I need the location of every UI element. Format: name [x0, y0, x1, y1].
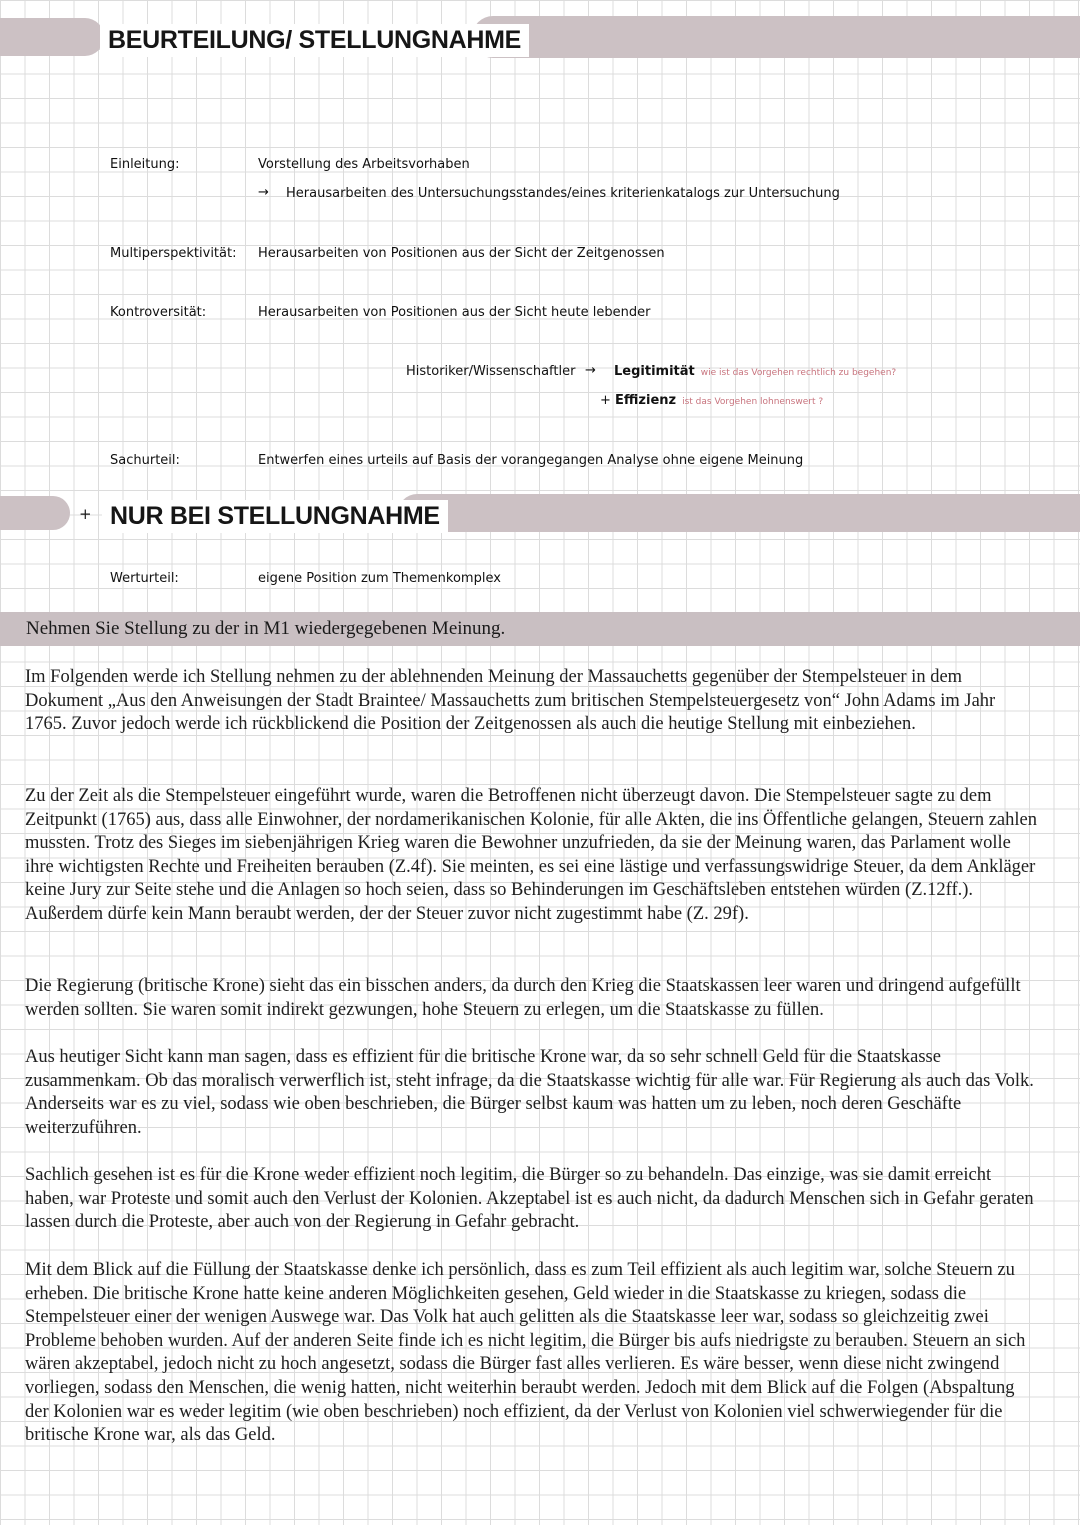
label-werturteil: Werturteil:	[110, 571, 179, 586]
label-sachurteil: Sachurteil:	[110, 453, 180, 468]
paragraph-1: Im Folgenden werde ich Stellung nehmen zu der ablehnenden Meinung der Massauchetts gegenüber der Stempelsteuer in dem Dokument „Aus den Anweisungen der Stadt Braintee/ Massauchetts zum britischen Stempelsteuergesetz von“ John Adams im Jahr 1765. Zuvor jedoch werde ich rückblickend die Position der Zeitgenossen als auch die heutige Stellung mit einbeziehen.	[25, 667, 996, 735]
sachurteil-text: Entwerfen eines urteils auf Basis der vorangegangen Analyse ohne eigene Meinung	[258, 453, 804, 468]
legitimitaet-note: wie ist das Vorgehen rechtlich zu begehen?	[700, 368, 897, 378]
legitimitaet-label: Legitimität	[614, 364, 695, 379]
paragraph-4: Aus heutiger Sicht kann man sagen, dass es effizient für die britische Krone war, da so sehr schnell Geld für die Staatskasse zusammenkam. Ob das moralisch verwerflich ist, steht infrage, da die Staatskasse wichtig für alle war. Für Regierung als auch das Volk. Anderseits war es zu viel, sodass wie oben beschrieben, die Bürger selbst kaum was hatten um zu leben, noch deren Geschäfte weiterzuführen.	[25, 1047, 1034, 1138]
section2-title: NUR BEI STELLUNGNAHME	[102, 500, 448, 533]
effizienz-row	[600, 393, 823, 408]
effizienz-label: Effizienz	[615, 393, 677, 408]
paragraph-2: Zu der Zeit als die Stempelsteuer eingeführt wurde, waren die Betroffenen nicht überzeugt davon. Die Stempelsteuer sagte zu dem Zeitpunkt (1765) aus, dass alle Einwohner, der nordamerikanischen Kolonie, für alle Akten, die ins Öffentliche gelangen, Steuern zahlen mussten. Trotz des Sieges im siebenjährigen Krieg waren die Bewohner unzufrieden, da sie der Meinung waren, das Parlament wolle ihre wichtigsten Rechte und Freiheiten berauben (Z.4f). Sie meinten, es sei eine lästige und verfassungswidrige Steuer, da dem Ankläger keine Jury zur Seite stehe und die Anlagen so hoch seien, dass so Behinderungen im Geschäftsleben entstehen würden (Z.12ff.). Außerdem dürfe kein Mann beraubt werden, der der Steuer zuvor nicht zugestimmt habe (Z. 29f).	[25, 786, 1037, 924]
header-band-left	[0, 18, 104, 56]
kontroversitaet-text: Herausarbeiten von Positionen aus der Sicht heute lebender	[258, 305, 651, 320]
effizienz-note: ist das Vorgehen lohnenswert ?	[682, 397, 824, 407]
plus-icon: +	[600, 393, 611, 408]
label-einleitung: Einleitung:	[110, 157, 180, 172]
task-text: Nehmen Sie Stellung zu der in M1 wiedergegebenen Meinung.	[26, 618, 506, 639]
label-multiperspektivitaet: Multiperspektivität:	[110, 246, 237, 261]
page-title: BEURTEILUNG/ STELLUNGNAHME	[100, 24, 529, 57]
section2-plus-icon: +	[79, 505, 92, 523]
section2-band-left	[0, 496, 70, 530]
einleitung-line2: Herausarbeiten des Untersuchungsstandes/eines kriterienkatalogs zur Untersuchung	[286, 186, 840, 201]
section2-band-right	[398, 494, 1080, 532]
legitimitaet-row	[614, 364, 896, 379]
label-kontroversitaet: Kontroversität:	[110, 305, 207, 320]
paragraph-6: Mit dem Blick auf die Füllung der Staatskasse denke ich persönlich, dass es zum Teil effizient als auch legitim war, solche Steuern zu erheben. Die britische Krone hatte keine anderen Möglichkeiten gesehen, Geld wieder in die Staatskasse zu kriegen, sodass die Stempelsteuer einer der wenigen Auswege war. Das Volk hat auch gelitten als die Staatskasse leer war, sodass so gleichzeitig zwei Probleme behoben wurden. Auf der anderen Seite finde ich es nicht legitim, die Bürger bis aufs niedrigste zu berauben. Steuern an sich wären akzeptabel, jedoch nicht zu hoch angesetzt, sodass die Bürger fast alles verlieren. Es wäre besser, wenn diese nicht zwingend vorliegen, sodass den Menschen, die wenig hatten, nicht weiterhin beraubt werden. Jedoch mit dem Blick auf die Folgen (Abspaltung der Kolonien war es weder legitim (wie oben beschrieben) noch effizient, da der Verlust von Kolonien viel schwerwiegender für die britische Krone war, als das Geld.	[25, 1260, 1026, 1446]
historiker-label: Historiker/Wissenschaftler	[406, 364, 576, 379]
header-band-right	[472, 16, 1080, 58]
paragraph-3: Die Regierung (britische Krone) sieht das ein bisschen anders, da durch den Krieg die Staatskassen leer waren und dringend aufgefüllt werden sollten. Sie waren somit indirekt gezwungen, hohe Steuern zu erlegen, um die Staatskasse zu füllen.	[25, 976, 1021, 1020]
werturteil-text: eigene Position zum Themenkomplex	[258, 571, 501, 586]
task-bar	[0, 612, 1080, 646]
einleitung-line1: Vorstellung des Arbeitsvorhaben	[258, 157, 470, 172]
arrow-icon: →	[258, 185, 269, 200]
paragraph-5: Sachlich gesehen ist es für die Krone weder effizient noch legitim, die Bürger so zu behandeln. Das einzige, was sie damit erreicht haben, war Proteste und somit auch den Verlust der Kolonien. Akzeptabel ist es auch nicht, da dadurch Menschen sich in Gefahr geraten lassen durch die Proteste, aber auch von der Regierung in Gefahr gebracht.	[25, 1165, 1034, 1233]
arrow-icon-historiker: →	[585, 363, 596, 378]
multiperspektivitaet-text: Herausarbeiten von Positionen aus der Sicht der Zeitgenossen	[258, 246, 665, 261]
